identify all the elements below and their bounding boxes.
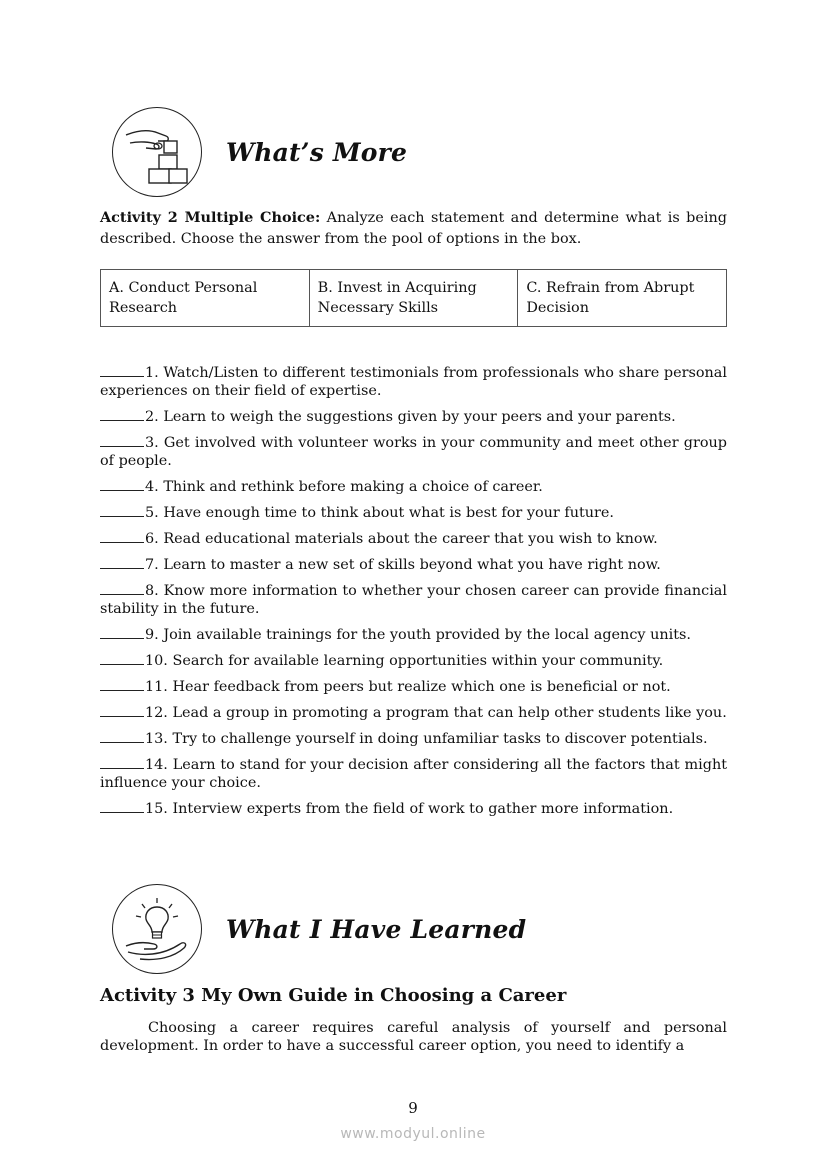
answer-blank[interactable] xyxy=(100,678,144,691)
answer-options-box xyxy=(100,269,727,327)
page-number: 9 xyxy=(408,1099,418,1117)
item-number: 11. xyxy=(145,679,168,695)
answer-blank[interactable] xyxy=(100,800,144,813)
question-item xyxy=(100,434,727,470)
item-text: Try to challenge yourself in doing unfamiliar tasks to discover potentials. xyxy=(172,731,708,747)
question-item xyxy=(100,800,727,818)
activity-2-text: Analyze each statement and determine what is being described. Choose the answer from the pool of options in the box. xyxy=(100,210,727,247)
answer-blank[interactable] xyxy=(100,704,144,717)
question-item xyxy=(100,408,727,426)
activity-2-instruction xyxy=(100,207,727,250)
question-item xyxy=(100,626,727,644)
option-b: B. Invest in Acquiring Necessary Skills xyxy=(310,270,519,326)
section-title: What I Have Learned xyxy=(226,914,527,944)
item-text: Have enough time to think about what is best for your future. xyxy=(163,505,615,521)
item-number: 6. xyxy=(145,531,159,547)
answer-blank[interactable] xyxy=(100,408,144,421)
item-text: Learn to weigh the suggestions given by your peers and your parents. xyxy=(163,409,676,425)
item-text: Read educational materials about the career that you wish to know. xyxy=(163,531,658,547)
question-item xyxy=(100,364,727,400)
item-text: Search for available learning opportunities within your community. xyxy=(172,653,664,669)
answer-blank[interactable] xyxy=(100,504,144,517)
answer-blank[interactable] xyxy=(100,652,144,665)
question-item xyxy=(100,678,727,696)
question-item xyxy=(100,478,727,496)
item-number: 8. xyxy=(145,583,159,599)
question-item xyxy=(100,582,727,618)
item-number: 15. xyxy=(145,801,168,817)
item-text: Join available trainings for the youth provided by the local agency units. xyxy=(163,627,691,643)
item-number: 1. xyxy=(145,365,159,381)
answer-blank[interactable] xyxy=(100,556,144,569)
question-item xyxy=(100,530,727,548)
item-text: Learn to master a new set of skills beyond what you have right now. xyxy=(163,557,661,573)
item-number: 9. xyxy=(145,627,159,643)
item-number: 5. xyxy=(145,505,159,521)
item-text: Think and rethink before making a choice of career. xyxy=(163,479,543,495)
answer-blank[interactable] xyxy=(100,582,144,595)
item-text: Learn to stand for your decision after considering all the factors that might influence your choice. xyxy=(100,757,728,791)
option-a: A. Conduct Personal Research xyxy=(101,270,310,326)
answer-blank[interactable] xyxy=(100,730,144,743)
item-number: 4. xyxy=(145,479,159,495)
item-text: Know more information to whether your chosen career can provide financial stability in the future. xyxy=(100,583,727,617)
question-item xyxy=(100,652,727,670)
item-text: Hear feedback from peers but realize which one is beneficial or not. xyxy=(172,679,671,695)
answer-blank[interactable] xyxy=(100,626,144,639)
hand-holding-lightbulb-icon xyxy=(112,884,202,974)
item-text: Lead a group in promoting a program that can help other students like you. xyxy=(172,705,727,721)
item-number: 12. xyxy=(145,705,168,721)
question-item xyxy=(100,704,727,722)
item-number: 7. xyxy=(145,557,159,573)
hand-stacking-blocks-icon xyxy=(112,107,202,197)
question-item xyxy=(100,504,727,522)
activity-3-text: Choosing a career requires careful analysis of yourself and personal development. In order to have a successful career option, you need to identify a xyxy=(100,1020,727,1054)
item-number: 14. xyxy=(145,757,168,773)
watermark: www.modyul.online xyxy=(340,1126,486,1142)
activity-3-title: Activity 3 My Own Guide in Choosing a Career xyxy=(100,985,567,1006)
section-title: What’s More xyxy=(226,137,408,167)
activity-2-label: Activity 2 Multiple Choice: xyxy=(100,209,321,226)
section-header-whats-more xyxy=(112,107,407,197)
section-header-what-i-have-learned xyxy=(112,884,526,974)
item-number: 13. xyxy=(145,731,168,747)
question-item xyxy=(100,756,727,792)
answer-blank[interactable] xyxy=(100,530,144,543)
question-item xyxy=(100,556,727,574)
item-number: 3. xyxy=(145,435,159,451)
option-c: C. Refrain from Abrupt Decision xyxy=(526,280,695,316)
item-text: Interview experts from the field of work to gather more information. xyxy=(172,801,674,817)
answer-blank[interactable] xyxy=(100,478,144,491)
answer-blank[interactable] xyxy=(100,756,144,769)
item-text: Watch/Listen to different testimonials from professionals who share personal experiences on their field of expertise. xyxy=(100,365,727,399)
item-number: 10. xyxy=(145,653,168,669)
item-number: 2. xyxy=(145,409,159,425)
question-item xyxy=(100,730,727,748)
answer-blank[interactable] xyxy=(100,364,144,377)
question-list xyxy=(100,364,727,826)
answer-blank[interactable] xyxy=(100,434,144,447)
item-text: Get involved with volunteer works in your community and meet other group of people. xyxy=(100,435,727,469)
